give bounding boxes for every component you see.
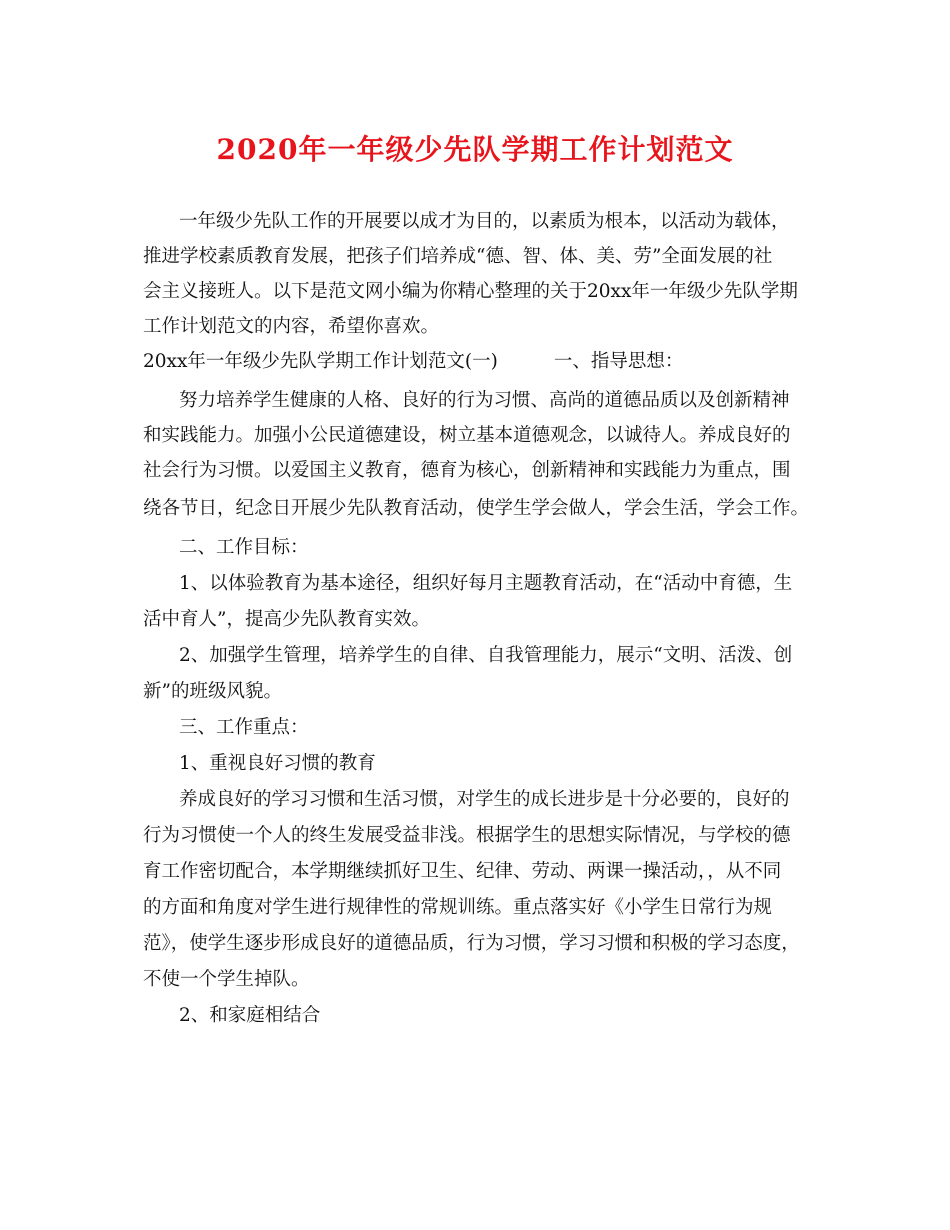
subsection-heading: 2、和家庭相结合 <box>179 1005 321 1026</box>
paragraph-line: 和实践能力。加强小公民道德建设，树立基本道德观念，以诚待人。养成良好的 <box>143 425 791 446</box>
paragraph-line: 活中育人”，提高少先队教育实效。 <box>143 609 430 630</box>
paragraph-line: 养成良好的学习习惯和生活习惯，对学生的成长进步是十分必要的，良好的 <box>179 789 790 810</box>
section-heading: 一、指导思想： <box>553 351 684 372</box>
section-subtitle: 20xx年一年级少先队学期工作计划范文(一) <box>143 351 498 372</box>
subtitle-line <box>143 349 683 375</box>
paragraph-line: 绕各节日，纪念日开展少先队教育活动，使学生学会做人，学会生活，学会工作。 <box>143 498 810 519</box>
paragraph-line: 推进学校素质教育发展，把孩子们培养成“德、智、体、美、劳”全面发展的社 <box>143 246 773 267</box>
paragraph-line: 新”的班级风貌。 <box>143 681 282 702</box>
paragraph-line: 1、以体验教育为基本途径，组织好每月主题教育活动，在“活动中育德，生 <box>179 573 793 594</box>
paragraph-line: 努力培养学生健康的人格、良好的行为习惯、高尚的道德品质以及创新精神 <box>179 390 790 411</box>
section-heading: 二、工作目标： <box>179 537 309 558</box>
subsection-heading: 1、重视良好习惯的教育 <box>179 753 376 774</box>
paragraph-line: 育工作密切配合，本学期继续抓好卫生、纪律、劳动、两课一操活动，，从不同 <box>143 861 782 882</box>
paragraph-line: 工作计划范文的内容，希望你喜欢。 <box>143 316 440 337</box>
section-heading: 三、工作重点： <box>179 717 309 738</box>
paragraph-line: 范》，使学生逐步形成良好的道德品质，行为习惯，学习习惯和积极的学习态度， <box>143 933 800 954</box>
paragraph-line: 的方面和角度对学生进行规律性的常规训练。重点落实好《小学生日常行为规 <box>143 897 773 918</box>
paragraph-line: 一年级少先队工作的开展要以成才为目的，以素质为根本，以活动为载体， <box>179 211 790 232</box>
paragraph-line: 行为习惯使一个人的终生发展受益非浅。根据学生的思想实际情况，与学校的德 <box>143 825 791 846</box>
paragraph-line: 2、加强学生管理，培养学生的自律、自我管理能力，展示“文明、活泼、创 <box>179 645 793 666</box>
paragraph-line: 不使一个学生掉队。 <box>143 969 310 990</box>
paragraph-line: 社会行为习惯。以爱国主义教育，德育为核心，创新精神和实践能力为重点，围 <box>143 460 791 481</box>
document-title: 2020年一年级少先队学期工作计划范文 <box>216 133 734 166</box>
paragraph-line: 会主义接班人。以下是范文网小编为你精心整理的关于20xx年一年级少先队学期 <box>143 281 798 302</box>
